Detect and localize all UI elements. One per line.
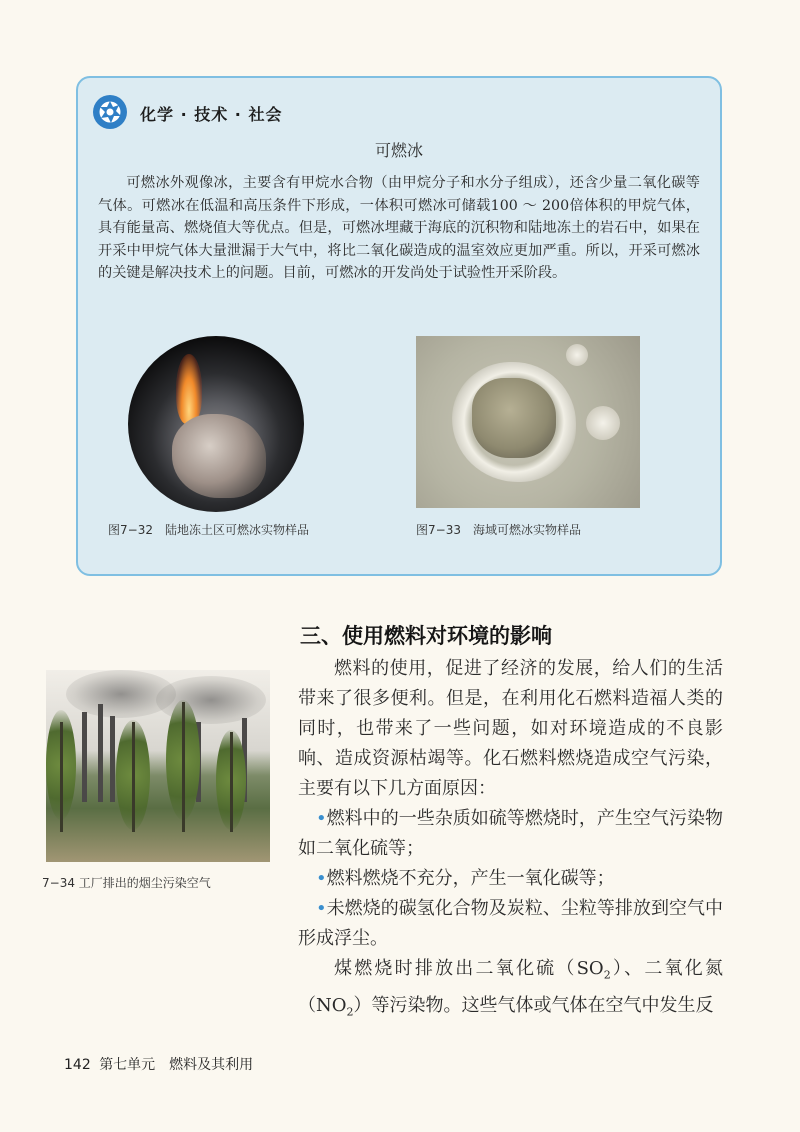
tree-trunk [132, 722, 135, 832]
bullet-dot-icon: • [316, 808, 327, 829]
tree-trunk [230, 732, 233, 832]
ice-sample-shape [172, 414, 266, 498]
box-header: 化学 · 技术 · 社会 [140, 105, 283, 124]
flame-shape [176, 354, 202, 424]
p2-part-c: ）等污染物。这些气体或气体在空气中发生反 [353, 994, 714, 1016]
paragraph-2 [298, 954, 723, 1027]
box-paragraph: 可燃冰外观像冰，主要含有甲烷水合物（由甲烷分子和水分子组成），还含少量二氧化碳等气体。可燃冰在低温和高压条件下形成，一体积可燃冰可储载100 ～ 200倍体积的甲烷气体，具有能量高、燃烧值大等优点。但是，可燃冰埋藏于海底的沉积物和陆地冻土的岩石中，如果在开采中甲烷气体大量泄漏于大气中，将比二氧化碳造成的温室效应更加严重。所以，开采可燃冰的关键是解决技术上的问题。目前，可燃冰的开发尚处于试验性开采阶段。 [98, 175, 700, 281]
page-footer [64, 1054, 253, 1074]
box-title: 可燃冰 [374, 141, 423, 160]
p2-part-a: 煤燃烧时排放出二氧化硫（SO [334, 958, 604, 979]
section-body [298, 654, 723, 954]
atom-logo-icon [92, 94, 128, 130]
section-heading: 三、使用燃料对环境的影响 [300, 624, 552, 648]
unit-title: 第七单元 燃料及其利用 [99, 1057, 254, 1073]
bullet-item [298, 894, 723, 954]
bullet-dot-icon: • [316, 898, 327, 919]
chimney [82, 712, 87, 802]
bullet-item [298, 804, 723, 864]
land-combustible-ice-photo [128, 336, 304, 512]
paragraph-1: 燃料的使用，促进了经济的发展，给人们的生活带来了很多便利。但是，在利用化石燃料造福人类的同时，也带来了一些问题，如对环境造成的不良影响、造成资源枯竭等。化石燃料燃烧造成空气污染，主要有以下几方面原因： [298, 658, 723, 799]
page-number: 142 [64, 1057, 91, 1073]
sidebar-box [76, 76, 722, 576]
chimney [98, 704, 103, 802]
bubble-shape [586, 406, 620, 440]
bullet-text: 燃料燃烧不充分，产生一氧化碳等； [326, 868, 615, 889]
tree-trunk [182, 702, 185, 832]
bullet-text: 未燃烧的碳氢化合物及炭粒、尘粒等排放到空气中形成浮尘。 [298, 898, 723, 949]
sea-combustible-ice-photo [416, 336, 640, 508]
figure-7-34-caption: 7−34 工厂排出的烟尘污染空气 [42, 876, 211, 890]
no2-subscript: 2 [346, 1005, 354, 1019]
bullet-text: 燃料中的一些杂质如硫等燃烧时，产生空气污染物如二氧化硫等； [298, 808, 723, 859]
so2-subscript: 2 [603, 968, 611, 982]
factory-smoke-photo [46, 670, 270, 862]
bullet-dot-icon: • [316, 868, 327, 889]
p2-part-b: ）、二氧化氮（NO [298, 958, 724, 1016]
ice-sample-shape [472, 378, 556, 458]
figure-7-33-caption: 图7−33 海域可燃冰实物样品 [416, 523, 581, 537]
figure-7-32-caption: 图7−32 陆地冻土区可燃冰实物样品 [108, 523, 309, 537]
bubble-shape [566, 344, 588, 366]
chimney [110, 716, 115, 802]
tree-trunk [60, 722, 63, 832]
bullet-item [298, 864, 723, 894]
